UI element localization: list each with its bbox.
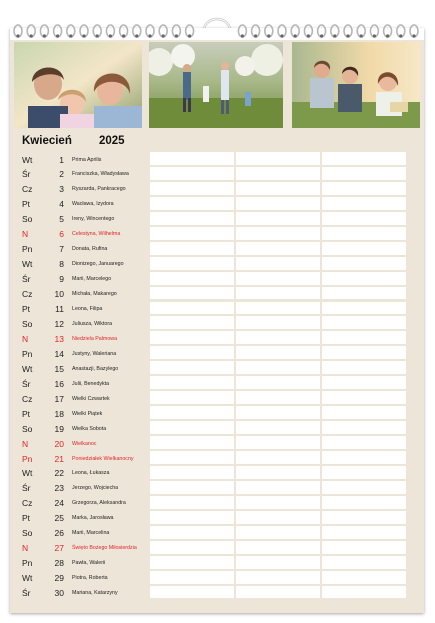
binding-hole: [122, 34, 125, 37]
note-field-1[interactable]: [150, 541, 234, 554]
note-field-3[interactable]: [322, 227, 406, 240]
family-photo-3: [292, 42, 420, 128]
note-field-3[interactable]: [322, 586, 406, 599]
note-field-1[interactable]: [150, 212, 234, 225]
day-row: [22, 571, 148, 586]
note-field-2[interactable]: [236, 152, 320, 165]
day-row: [22, 437, 148, 452]
family-photo-2: [149, 42, 283, 128]
binding-hole: [307, 34, 310, 37]
binding-hole: [135, 34, 138, 37]
name-day-label: Donata, Rufina: [72, 246, 108, 253]
note-field-3[interactable]: [322, 556, 406, 569]
binding-hole: [267, 34, 270, 37]
note-field-2[interactable]: [236, 481, 320, 494]
name-day-label: Grzegorza, Aleksandra: [72, 500, 126, 507]
day-of-week: Cz: [22, 498, 33, 509]
name-day-label: Prima Aprilis: [72, 156, 102, 163]
day-of-week: So: [22, 318, 33, 329]
note-field-1[interactable]: [150, 302, 234, 315]
note-field-3[interactable]: [322, 316, 406, 329]
binding-hole: [360, 34, 363, 37]
day-of-week: Śr: [22, 588, 31, 599]
note-field-1[interactable]: [150, 182, 234, 195]
day-row: [22, 466, 148, 481]
day-number: 5: [59, 214, 64, 225]
name-day-label: Dionizego, Januarego: [72, 261, 124, 268]
day-row: [22, 182, 148, 197]
note-field-1[interactable]: [150, 197, 234, 210]
day-of-week: Pn: [22, 348, 33, 359]
day-row: [22, 272, 148, 287]
day-number: 6: [59, 229, 64, 240]
binding-hole: [148, 34, 151, 37]
note-field-1[interactable]: [150, 167, 234, 180]
name-day-label: Mariana, Katarzyny: [72, 590, 118, 597]
note-field-3[interactable]: [322, 391, 406, 404]
note-field-3[interactable]: [322, 197, 406, 210]
day-of-week: Pt: [22, 513, 31, 524]
note-field-1[interactable]: [150, 511, 234, 524]
day-number: 22: [54, 468, 64, 479]
day-number: 8: [59, 259, 64, 270]
name-day-label: Juliusza, Wiktora: [72, 320, 113, 327]
binding-hole: [162, 34, 165, 37]
name-day-label: Marka, Jarosława: [72, 515, 114, 522]
day-number: 10: [54, 289, 64, 300]
note-field-1[interactable]: [150, 391, 234, 404]
note-field-2[interactable]: [236, 406, 320, 419]
day-number: 11: [55, 304, 64, 314]
binding-hole: [30, 34, 33, 37]
note-field-2[interactable]: [236, 242, 320, 255]
day-of-week: N: [22, 333, 29, 344]
day-number: 20: [54, 438, 64, 449]
day-of-week: Pn: [22, 244, 33, 255]
note-field-2[interactable]: [236, 182, 320, 195]
day-of-week: N: [22, 543, 29, 554]
note-field-1[interactable]: [150, 496, 234, 509]
note-field-2[interactable]: [236, 496, 320, 509]
day-row: [22, 332, 148, 347]
note-field-1[interactable]: [150, 436, 234, 449]
day-row: [22, 586, 148, 601]
day-number: 30: [54, 588, 64, 599]
binding-hole: [43, 34, 46, 37]
note-field-3[interactable]: [322, 376, 406, 389]
note-field-2[interactable]: [236, 571, 320, 584]
day-number: 26: [54, 528, 64, 539]
day-row: [22, 287, 148, 302]
note-field-1[interactable]: [150, 361, 234, 374]
name-day-label: Celestyna, Wilhelma: [72, 231, 121, 238]
day-of-week: Cz: [22, 184, 33, 195]
name-day-label: Ryszarda, Pankracego: [72, 186, 126, 193]
binding-hole: [280, 34, 283, 37]
day-of-week: Wt: [22, 468, 33, 479]
note-field-1[interactable]: [150, 481, 234, 494]
name-day-label: Święto Bożego Miłosierdzia: [72, 545, 137, 552]
note-field-1[interactable]: [150, 556, 234, 569]
name-day-label: Wielki Czwartek: [72, 395, 110, 402]
note-field-2[interactable]: [236, 376, 320, 389]
day-of-week: Wt: [22, 573, 33, 584]
binding-hole: [16, 34, 19, 37]
note-field-1[interactable]: [150, 451, 234, 464]
note-field-3[interactable]: [322, 481, 406, 494]
note-field-1[interactable]: [150, 152, 234, 165]
note-field-1[interactable]: [150, 316, 234, 329]
day-number: 23: [54, 483, 64, 494]
name-day-label: Wielki Piątek: [72, 410, 103, 417]
day-of-week: Pn: [22, 558, 33, 569]
note-field-3[interactable]: [322, 436, 406, 449]
name-day-label: Piotra, Roberta: [72, 575, 108, 582]
note-field-3[interactable]: [322, 287, 406, 300]
day-number: 24: [54, 498, 64, 509]
name-day-label: Poniedziałek Wielkanocny: [72, 455, 134, 462]
note-field-2[interactable]: [236, 167, 320, 180]
binding-hole: [346, 34, 349, 37]
day-number: 27: [54, 543, 64, 554]
note-field-2[interactable]: [236, 466, 320, 479]
name-day-label: Justyny, Waleriana: [72, 350, 117, 357]
note-field-1[interactable]: [150, 257, 234, 270]
day-row: [22, 556, 148, 571]
note-field-1[interactable]: [150, 466, 234, 479]
note-field-2[interactable]: [236, 197, 320, 210]
note-field-2[interactable]: [236, 302, 320, 315]
day-row: [22, 496, 148, 511]
name-day-label: Leona, Łukasza: [72, 470, 110, 477]
day-row: [22, 153, 148, 168]
note-field-3[interactable]: [322, 526, 406, 539]
note-field-2[interactable]: [236, 526, 320, 539]
note-field-1[interactable]: [150, 586, 234, 599]
binding-hole: [241, 34, 244, 37]
note-field-3[interactable]: [322, 182, 406, 195]
day-of-week: So: [22, 528, 33, 539]
day-of-week: Pn: [22, 453, 33, 464]
day-number: 4: [59, 199, 64, 210]
note-field-3[interactable]: [322, 406, 406, 419]
family-photo-1: [14, 42, 142, 128]
day-number: 9: [59, 274, 64, 285]
day-of-week: Wt: [22, 259, 33, 270]
name-day-label: Anastazji, Bazylego: [72, 365, 119, 372]
note-field-3[interactable]: [322, 331, 406, 344]
day-of-week: Śr: [22, 169, 31, 180]
note-field-3[interactable]: [322, 257, 406, 270]
name-day-label: Leona, Filipa: [72, 306, 103, 312]
note-field-2[interactable]: [236, 541, 320, 554]
day-row: [22, 242, 148, 257]
name-day-label: Franciszka, Władysława: [72, 171, 129, 178]
note-field-2[interactable]: [236, 257, 320, 270]
day-row: [22, 347, 148, 362]
day-of-week: Wt: [22, 363, 33, 374]
day-of-week: Pt: [22, 304, 31, 314]
note-field-3[interactable]: [322, 302, 406, 315]
note-field-2[interactable]: [236, 227, 320, 240]
day-row: [22, 257, 148, 272]
day-row: [22, 452, 148, 467]
day-number: 13: [54, 333, 64, 344]
spiral-binding: [12, 22, 422, 40]
note-field-3[interactable]: [322, 511, 406, 524]
note-field-3[interactable]: [322, 346, 406, 359]
note-field-2[interactable]: [236, 316, 320, 329]
day-row: [22, 377, 148, 392]
binding-hole: [175, 34, 178, 37]
day-row: [22, 167, 148, 182]
day-row: [22, 481, 148, 496]
note-field-3[interactable]: [322, 466, 406, 479]
day-row: [22, 526, 148, 541]
day-number: 21: [54, 453, 64, 464]
name-day-label: Marii, Marcelina: [72, 530, 110, 537]
note-field-2[interactable]: [236, 212, 320, 225]
name-day-label: Pawła, Walerii: [72, 560, 106, 567]
note-field-1[interactable]: [150, 331, 234, 344]
day-number: 1: [59, 154, 64, 165]
note-field-2[interactable]: [236, 451, 320, 464]
binding-hole: [399, 34, 402, 37]
day-number: 14: [54, 348, 64, 359]
binding-hole: [82, 34, 85, 37]
day-row: [22, 541, 148, 556]
name-day-label: Julii, Benedykta: [72, 380, 110, 387]
binding-hole: [320, 34, 323, 37]
name-day-label: Wielka Sobota: [72, 425, 107, 432]
day-row: [22, 212, 148, 227]
day-of-week: Śr: [22, 378, 31, 389]
note-field-1[interactable]: [150, 346, 234, 359]
day-row: [22, 362, 148, 377]
name-day-label: Wielkanoc: [72, 440, 97, 447]
day-row: [22, 197, 148, 212]
month-name: Kwiecień: [22, 135, 72, 147]
note-field-1[interactable]: [150, 406, 234, 419]
day-row: [22, 407, 148, 422]
note-field-1[interactable]: [150, 526, 234, 539]
note-field-2[interactable]: [236, 287, 320, 300]
note-field-3[interactable]: [322, 361, 406, 374]
day-row: [22, 317, 148, 332]
day-row: [22, 511, 148, 526]
binding-hole: [96, 34, 99, 37]
note-field-3[interactable]: [322, 451, 406, 464]
note-field-3[interactable]: [322, 496, 406, 509]
day-number: 18: [54, 408, 64, 419]
binding-hole: [294, 34, 297, 37]
binding-hole: [254, 34, 257, 37]
note-field-1[interactable]: [150, 571, 234, 584]
binding-hole: [373, 34, 376, 37]
binding-hole: [56, 34, 59, 37]
year-label: 2025: [99, 135, 125, 147]
day-of-week: So: [22, 214, 33, 225]
note-field-2[interactable]: [236, 556, 320, 569]
binding-hole: [386, 34, 389, 37]
day-of-week: Cz: [22, 289, 33, 300]
name-day-label: Michała, Makarego: [72, 291, 117, 298]
note-field-2[interactable]: [236, 586, 320, 599]
binding-hole: [333, 34, 336, 37]
day-row: [22, 227, 148, 242]
note-field-2[interactable]: [236, 391, 320, 404]
day-number: 19: [54, 423, 64, 434]
name-day-label: Ireny, Wincentego: [72, 216, 115, 223]
note-field-2[interactable]: [236, 436, 320, 449]
day-number: 28: [54, 558, 64, 569]
day-number: 25: [54, 513, 64, 524]
day-of-week: N: [22, 438, 29, 449]
note-field-3[interactable]: [322, 242, 406, 255]
day-number: 12: [54, 318, 64, 329]
day-number: 2: [59, 169, 64, 180]
binding-hole: [412, 34, 415, 37]
note-field-1[interactable]: [150, 272, 234, 285]
day-row: [22, 302, 148, 317]
day-of-week: So: [22, 423, 33, 434]
name-day-label: Niedziela Palmowa: [72, 335, 118, 342]
binding-hole: [109, 34, 112, 37]
note-field-3[interactable]: [322, 167, 406, 180]
note-field-3[interactable]: [322, 541, 406, 554]
day-number: 3: [59, 184, 64, 195]
note-field-3[interactable]: [322, 212, 406, 225]
day-number: 29: [54, 573, 64, 584]
note-field-1[interactable]: [150, 242, 234, 255]
note-field-1[interactable]: [150, 421, 234, 434]
day-of-week: N: [22, 229, 29, 240]
day-of-week: Cz: [22, 393, 33, 404]
day-of-week: Pt: [22, 408, 31, 419]
note-field-1[interactable]: [150, 287, 234, 300]
note-field-2[interactable]: [236, 331, 320, 344]
note-field-3[interactable]: [322, 152, 406, 165]
day-row: [22, 392, 148, 407]
binding-hole: [188, 34, 191, 37]
note-field-1[interactable]: [150, 376, 234, 389]
day-row: [22, 422, 148, 437]
day-number: 17: [54, 393, 64, 404]
day-number: 7: [59, 244, 64, 255]
note-field-2[interactable]: [236, 346, 320, 359]
day-of-week: Śr: [22, 483, 31, 494]
day-of-week: Śr: [22, 274, 31, 285]
note-field-2[interactable]: [236, 361, 320, 374]
day-number: 16: [54, 378, 64, 389]
note-field-3[interactable]: [322, 272, 406, 285]
binding-hole: [69, 34, 72, 37]
note-field-2[interactable]: [236, 421, 320, 434]
note-field-3[interactable]: [322, 421, 406, 434]
note-field-2[interactable]: [236, 272, 320, 285]
note-field-1[interactable]: [150, 227, 234, 240]
day-number: 15: [54, 363, 64, 374]
day-of-week: Pt: [22, 199, 31, 210]
name-day-label: Marii, Marcelego: [72, 276, 112, 283]
day-of-week: Wt: [22, 154, 33, 165]
name-day-label: Wacława, Izydora: [72, 201, 114, 208]
name-day-label: Jerzego, Wojciecha: [72, 485, 119, 492]
note-field-3[interactable]: [322, 571, 406, 584]
note-field-2[interactable]: [236, 511, 320, 524]
